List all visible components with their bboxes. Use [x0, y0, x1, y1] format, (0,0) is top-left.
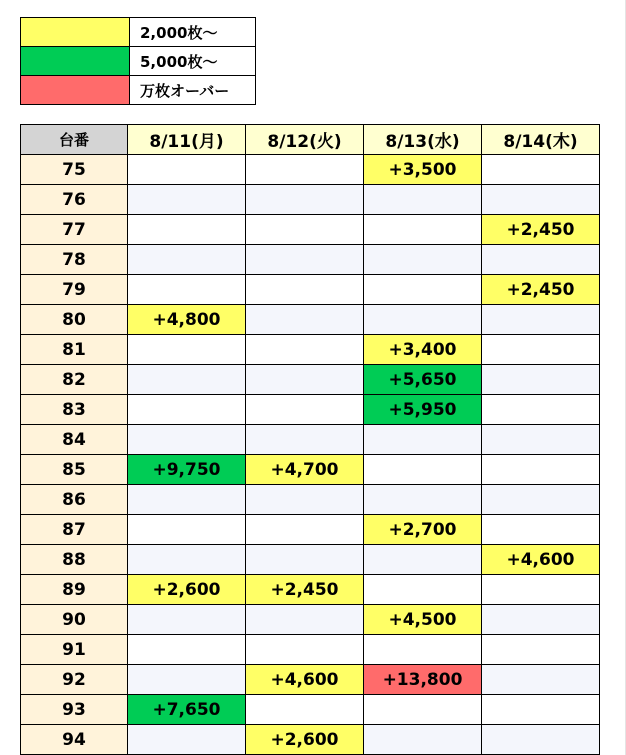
- result-cell: [128, 515, 246, 545]
- table-row: [21, 395, 600, 425]
- machine-number-cell: 78: [21, 245, 128, 275]
- machine-number-cell: 85: [21, 455, 128, 485]
- table-row: [21, 725, 600, 755]
- result-cell: [364, 425, 482, 455]
- table-row: [21, 635, 600, 665]
- result-cell: [246, 305, 364, 335]
- result-cell: [364, 185, 482, 215]
- table-body: [21, 155, 600, 755]
- result-cell: +2,450: [482, 275, 600, 305]
- machine-number-cell: 93: [21, 695, 128, 725]
- result-cell: [128, 275, 246, 305]
- legend-body: [21, 18, 256, 105]
- result-cell: +4,600: [482, 545, 600, 575]
- table-row: [21, 695, 600, 725]
- result-cell: [128, 635, 246, 665]
- result-cell: [128, 395, 246, 425]
- machine-number-cell: 86: [21, 485, 128, 515]
- legend-label: 5,000枚〜: [130, 47, 256, 76]
- result-cell: [246, 215, 364, 245]
- machine-number-cell: 82: [21, 365, 128, 395]
- machine-number-cell: 87: [21, 515, 128, 545]
- header-date-2: 8/12(火): [246, 125, 364, 155]
- header-machine-number: 台番: [21, 125, 128, 155]
- legend-swatch: [21, 47, 130, 76]
- table-row: [21, 485, 600, 515]
- result-cell: +2,450: [482, 215, 600, 245]
- table-row: [21, 305, 600, 335]
- result-cell: [128, 245, 246, 275]
- result-cell: [482, 185, 600, 215]
- table-row: [21, 515, 600, 545]
- result-cell: [482, 245, 600, 275]
- result-cell: [482, 455, 600, 485]
- machine-number-cell: 91: [21, 635, 128, 665]
- result-cell: [128, 425, 246, 455]
- result-cell: [246, 365, 364, 395]
- table-row: [21, 245, 600, 275]
- result-cell: [246, 155, 364, 185]
- result-cell: +7,650: [128, 695, 246, 725]
- table-row: [21, 455, 600, 485]
- header-row: [21, 125, 600, 155]
- result-cell: [482, 155, 600, 185]
- result-cell: [128, 185, 246, 215]
- table-row: [21, 605, 600, 635]
- machine-number-cell: 75: [21, 155, 128, 185]
- result-cell: +2,600: [246, 725, 364, 755]
- result-cell: [364, 455, 482, 485]
- result-cell: [246, 245, 364, 275]
- machine-number-cell: 92: [21, 665, 128, 695]
- result-cell: [482, 605, 600, 635]
- result-cell: [128, 215, 246, 245]
- result-cell: +2,450: [246, 575, 364, 605]
- result-cell: [364, 725, 482, 755]
- result-cell: [482, 725, 600, 755]
- table-row: [21, 215, 600, 245]
- machine-number-cell: 77: [21, 215, 128, 245]
- result-cell: [482, 635, 600, 665]
- machine-number-cell: 80: [21, 305, 128, 335]
- result-cell: +5,650: [364, 365, 482, 395]
- result-cell: +5,950: [364, 395, 482, 425]
- result-cell: [128, 155, 246, 185]
- legend-row: [21, 76, 256, 105]
- result-cell: [482, 575, 600, 605]
- result-cell: [482, 305, 600, 335]
- result-cell: +13,800: [364, 665, 482, 695]
- result-cell: [482, 425, 600, 455]
- result-cell: [128, 335, 246, 365]
- result-cell: [246, 395, 364, 425]
- table-row: [21, 545, 600, 575]
- result-cell: [246, 485, 364, 515]
- result-cell: +4,600: [246, 665, 364, 695]
- result-cell: +4,800: [128, 305, 246, 335]
- result-cell: [364, 485, 482, 515]
- machine-number-cell: 89: [21, 575, 128, 605]
- result-cell: [482, 365, 600, 395]
- machine-number-cell: 83: [21, 395, 128, 425]
- result-cell: [246, 335, 364, 365]
- result-cell: [128, 365, 246, 395]
- machine-number-cell: 88: [21, 545, 128, 575]
- result-cell: +2,600: [128, 575, 246, 605]
- table-row: [21, 665, 600, 695]
- results-table: [20, 124, 600, 755]
- table-row: [21, 365, 600, 395]
- result-cell: +3,400: [364, 335, 482, 365]
- table-row: [21, 275, 600, 305]
- result-cell: +4,500: [364, 605, 482, 635]
- result-cell: [364, 575, 482, 605]
- result-cell: +9,750: [128, 455, 246, 485]
- result-cell: [128, 605, 246, 635]
- result-cell: [482, 485, 600, 515]
- table-row: [21, 575, 600, 605]
- result-cell: [482, 695, 600, 725]
- legend-label: 2,000枚〜: [130, 18, 256, 47]
- table-row: [21, 155, 600, 185]
- legend-swatch: [21, 18, 130, 47]
- machine-number-cell: 84: [21, 425, 128, 455]
- machine-number-cell: 76: [21, 185, 128, 215]
- result-cell: [128, 545, 246, 575]
- result-cell: [128, 665, 246, 695]
- legend-row: [21, 47, 256, 76]
- result-cell: [246, 425, 364, 455]
- result-cell: [364, 695, 482, 725]
- result-cell: [128, 485, 246, 515]
- result-cell: [246, 635, 364, 665]
- result-cell: [364, 545, 482, 575]
- header-date-3: 8/13(水): [364, 125, 482, 155]
- result-cell: +4,700: [246, 455, 364, 485]
- result-cell: +3,500: [364, 155, 482, 185]
- result-cell: [364, 635, 482, 665]
- result-cell: [364, 215, 482, 245]
- result-cell: [364, 245, 482, 275]
- result-cell: [482, 395, 600, 425]
- result-cell: [246, 695, 364, 725]
- result-cell: [246, 605, 364, 635]
- machine-number-cell: 79: [21, 275, 128, 305]
- table-row: [21, 425, 600, 455]
- table-row: [21, 335, 600, 365]
- result-cell: [364, 305, 482, 335]
- legend-label: 万枚オーバー: [130, 76, 256, 105]
- result-cell: [246, 275, 364, 305]
- header-date-1: 8/11(月): [128, 125, 246, 155]
- result-cell: [246, 545, 364, 575]
- result-cell: [364, 275, 482, 305]
- result-cell: [128, 725, 246, 755]
- result-cell: [482, 335, 600, 365]
- table-row: [21, 185, 600, 215]
- result-cell: [246, 515, 364, 545]
- legend-row: [21, 18, 256, 47]
- machine-number-cell: 90: [21, 605, 128, 635]
- machine-number-cell: 81: [21, 335, 128, 365]
- result-cell: [482, 665, 600, 695]
- color-legend: [20, 17, 256, 105]
- legend-swatch: [21, 76, 130, 105]
- machine-number-cell: 94: [21, 725, 128, 755]
- result-cell: +2,700: [364, 515, 482, 545]
- header-date-4: 8/14(木): [482, 125, 600, 155]
- result-cell: [482, 515, 600, 545]
- result-cell: [246, 185, 364, 215]
